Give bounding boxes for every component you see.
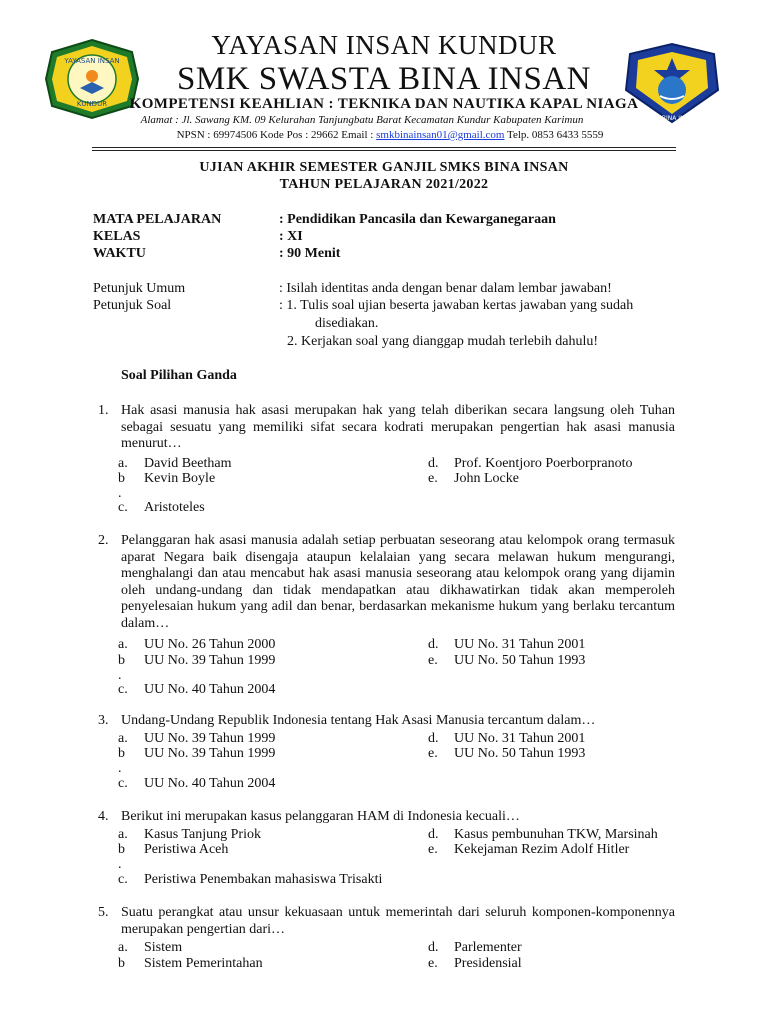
question-number: 3.: [98, 713, 109, 728]
option-e: UU No. 50 Tahun 1993: [454, 746, 586, 761]
option-letter: e.: [428, 471, 438, 486]
option-letter: a.: [118, 731, 128, 746]
option-c: UU No. 40 Tahun 2004: [144, 682, 276, 697]
option-b: UU No. 39 Tahun 1999: [144, 746, 276, 761]
contact-line: [130, 129, 650, 141]
option-b: Peristiwa Aceh: [144, 842, 229, 857]
question-number: 1.: [98, 403, 109, 418]
option-letter: a.: [118, 827, 128, 842]
option-e: Kekejaman Rezim Adolf Hitler: [454, 842, 630, 857]
option-letter: e.: [428, 653, 438, 668]
option-a: UU No. 26 Tahun 2000: [144, 637, 276, 652]
email-link[interactable]: smkbinainsan01@gmail.com: [376, 129, 505, 141]
option-letter-dot: .: [118, 857, 122, 872]
question-number: 2.: [98, 533, 109, 548]
svg-text:KUNDUR: KUNDUR: [76, 100, 108, 108]
question-text: Suatu perangkat atau unsur kekuasaan untuk memerintah dari seluruh komponen-komponennya merupakan pengertian dari…: [121, 905, 675, 937]
option-d: Kasus pembunuhan TKW, Marsinah: [454, 827, 658, 842]
option-letter-dot: .: [118, 761, 122, 776]
option-letter: d.: [428, 456, 439, 471]
svg-text:YAYASAN INSAN: YAYASAN INSAN: [64, 57, 120, 65]
option-letter: c.: [118, 500, 128, 515]
option-letter: d.: [428, 637, 439, 652]
option-a: Kasus Tanjung Priok: [144, 827, 261, 842]
option-c: Peristiwa Penembakan mahasiswa Trisakti: [144, 872, 383, 887]
question-instruction-label: Petunjuk Soal: [93, 298, 172, 313]
foundation-name: YAYASAN INSAN KUNDUR: [211, 30, 557, 60]
option-d: UU No. 31 Tahun 2001: [454, 637, 586, 652]
option-letter: b: [118, 746, 125, 761]
option-b: UU No. 39 Tahun 1999: [144, 653, 276, 668]
option-d: UU No. 31 Tahun 2001: [454, 731, 586, 746]
option-a: David Beetham: [144, 456, 232, 471]
option-c: Aristoteles: [144, 500, 205, 515]
exam-title: UJIAN AKHIR SEMESTER GANJIL SMKS BINA INSAN: [199, 160, 569, 175]
npsn-text: NPSN : 69974506 Kode Pos : 29662 Email :: [176, 129, 377, 141]
school-name: SMK SWASTA BINA INSAN: [176, 61, 591, 97]
option-letter: d.: [428, 731, 439, 746]
question-text: Undang-Undang Republik Indonesia tentang Hak Asasi Manusia tercantum dalam…: [121, 713, 596, 728]
option-letter: e.: [428, 746, 438, 761]
exam-year: TAHUN PELAJARAN 2021/2022: [279, 177, 489, 192]
question-instruction-1-cont: disediakan.: [315, 316, 379, 331]
time-label: WAKTU: [93, 246, 146, 261]
option-a: Sistem: [144, 940, 183, 955]
class-value: : XI: [279, 229, 303, 244]
class-label: KELAS: [93, 229, 141, 244]
option-letter: d.: [428, 827, 439, 842]
option-e: Presidensial: [454, 956, 522, 971]
option-letter: b: [118, 471, 125, 486]
question-text: Pelanggaran hak asasi manusia adalah setiap perbuatan seseorang atau kelompok orang termasuk aparat Negara baik disengaja ataupun kelalaian yang secara melawan hukum mengurangi, menghalangi dan atau mencabut hak asasi manusia seseorang atau kelompok orang yang dijamin oleh undang-undang dan tidak mendapatkan atau dikhawatirkan tidak akan memperoleh penyelesaian hukum yang adil dan benar, berdasarkan mekanisme hukum yang berlaku tercantum dalam…: [121, 533, 675, 631]
option-letter: c.: [118, 872, 128, 887]
option-letter-dot: .: [118, 668, 122, 683]
school-address: Alamat : Jl. Sawang KM. 09 Kelurahan Tanjungbatu Barat Kecamatan Kundur Kabupaten Karimun: [140, 114, 584, 126]
option-letter: a.: [118, 637, 128, 652]
question-instruction-1: : 1. Tulis soal ujian beserta jawaban kertas jawaban yang sudah: [279, 298, 634, 313]
option-letter: d.: [428, 940, 439, 955]
subject-label: MATA PELAJARAN: [93, 212, 222, 227]
option-c: UU No. 40 Tahun 2004: [144, 776, 276, 791]
option-e: UU No. 50 Tahun 1993: [454, 653, 586, 668]
question-number: 5.: [98, 905, 109, 920]
general-instruction-text: : Isilah identitas anda dengan benar dalam lembar jawaban!: [279, 281, 612, 296]
letterhead-rule: [92, 147, 676, 148]
option-letter: c.: [118, 682, 128, 697]
svg-text:SMK BINA INSAN: SMK BINA INSAN: [647, 115, 697, 122]
question-text: Berikut ini merupakan kasus pelanggaran HAM di Indonesia kecuali…: [121, 809, 520, 824]
question-text: Hak asasi manusia hak asasi merupakan hak yang telah diberikan secara langsung oleh Tuhan sebagai sesuatu yang memiliki sifat secara kodrati merupakan pengertian hak asasi manusia menurut…: [121, 403, 675, 451]
option-a: UU No. 39 Tahun 1999: [144, 731, 276, 746]
question-number: 4.: [98, 809, 109, 824]
general-instruction-label: Petunjuk Umum: [93, 281, 186, 296]
time-value: : 90 Menit: [279, 246, 341, 261]
competency-line: KOMPETENSI KEAHLIAN : TEKNIKA DAN NAUTIKA KAPAL NIAGA: [129, 96, 639, 112]
section-title: Soal Pilihan Ganda: [121, 368, 237, 383]
option-letter: e.: [428, 956, 438, 971]
option-letter: e.: [428, 842, 438, 857]
question-instruction-2: 2. Kerjakan soal yang dianggap mudah terlebih dahulu!: [287, 334, 599, 349]
option-d: Prof. Koentjoro Poerborpranoto: [454, 456, 633, 471]
option-b: Sistem Pemerintahan: [144, 956, 263, 971]
option-letter: b: [118, 653, 125, 668]
option-letter-dot: .: [118, 486, 122, 501]
phone-text: Telp. 0853 6433 5559: [504, 129, 604, 141]
option-d: Parlementer: [454, 940, 522, 955]
subject-value: : Pendidikan Pancasila dan Kewarganegaraan: [279, 212, 556, 227]
option-letter: b: [118, 956, 125, 971]
option-letter: b: [118, 842, 125, 857]
option-b: Kevin Boyle: [144, 471, 216, 486]
option-letter: c.: [118, 776, 128, 791]
letterhead-rule-thin: [92, 150, 676, 151]
option-letter: a.: [118, 940, 128, 955]
option-letter: a.: [118, 456, 128, 471]
option-e: John Locke: [454, 471, 519, 486]
